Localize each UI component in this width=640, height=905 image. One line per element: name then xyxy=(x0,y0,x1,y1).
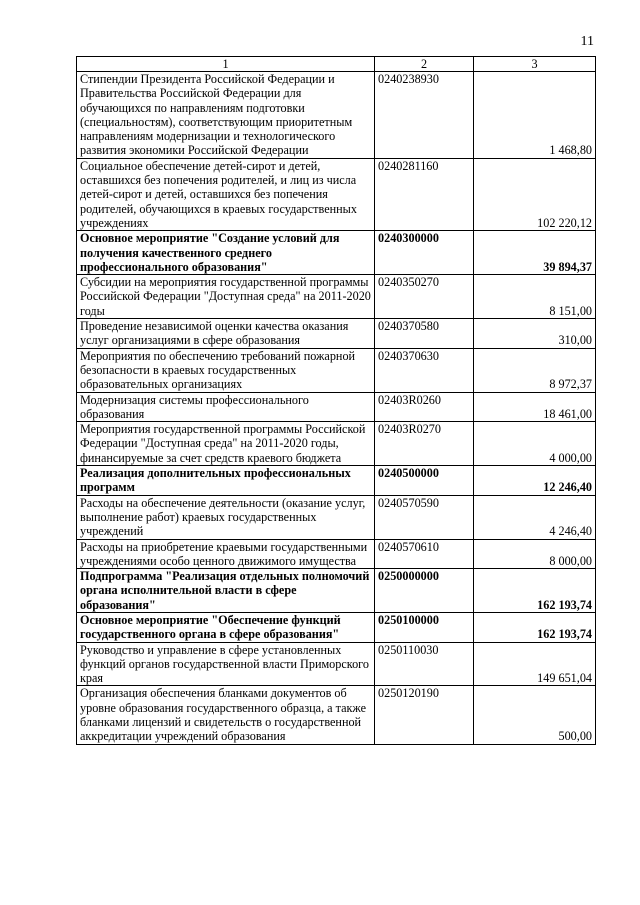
row-amount-cell: 4 000,00 xyxy=(474,422,596,466)
column-header-code: 2 xyxy=(375,57,474,72)
row-name-cell: Руководство и управление в сфере установленных функций органов государственной власти Приморского края xyxy=(77,642,375,686)
table-row xyxy=(77,466,596,496)
row-amount-cell: 162 193,74 xyxy=(474,612,596,642)
row-code-cell: 0240570610 xyxy=(375,539,474,569)
table-row xyxy=(77,392,596,422)
page-number: 11 xyxy=(580,34,594,49)
row-amount-cell: 8 000,00 xyxy=(474,539,596,569)
row-name-cell: Модернизация системы профессионального образования xyxy=(77,392,375,422)
column-header-name: 1 xyxy=(77,57,375,72)
table-row xyxy=(77,72,596,159)
table-row xyxy=(77,612,596,642)
row-code-cell: 0250110030 xyxy=(375,642,474,686)
row-code-cell: 0240281160 xyxy=(375,158,474,230)
row-name-cell: Мероприятия по обеспечению требований пожарной безопасности в краевых государственных образовательных организациях xyxy=(77,348,375,392)
row-amount-cell: 1 468,80 xyxy=(474,72,596,159)
row-code-cell: 0250000000 xyxy=(375,569,474,613)
column-header-amount: 3 xyxy=(474,57,596,72)
row-code-cell: 0240238930 xyxy=(375,72,474,159)
row-name-cell: Реализация дополнительных профессиональных программ xyxy=(77,466,375,496)
table-row xyxy=(77,231,596,275)
row-amount-cell: 8 972,37 xyxy=(474,348,596,392)
row-name-cell: Социальное обеспечение детей-сирот и детей, оставшихся без попечения родителей, и лиц из числа детей-сирот и детей, оставшихся без попечения родителей, обучающихся в краевых государственных учреждениях xyxy=(77,158,375,230)
table-row xyxy=(77,319,596,349)
row-name-cell: Основное мероприятие "Обеспечение функций государственного органа в сфере образования" xyxy=(77,612,375,642)
row-name-cell: Проведение независимой оценки качества оказания услуг организациями в сфере образования xyxy=(77,319,375,349)
row-code-cell: 0240370630 xyxy=(375,348,474,392)
row-name-cell: Мероприятия государственной программы Российской Федерации "Доступная среда" на 2011-2020 годы, финансируемые за счет средств краевого бюджета xyxy=(77,422,375,466)
row-code-cell: 02403R0270 xyxy=(375,422,474,466)
table-body xyxy=(77,72,596,745)
row-amount-cell: 12 246,40 xyxy=(474,466,596,496)
table-row xyxy=(77,158,596,230)
table-row xyxy=(77,686,596,744)
row-name-cell: Субсидии на мероприятия государственной программы Российской Федерации "Доступная среда" на 2011-2020 годы xyxy=(77,275,375,319)
budget-table xyxy=(76,56,596,745)
row-amount-cell: 500,00 xyxy=(474,686,596,744)
row-amount-cell: 39 894,37 xyxy=(474,231,596,275)
table-header-row xyxy=(77,57,596,72)
row-name-cell: Расходы на приобретение краевыми государственными учреждениями особо ценного движимого имущества xyxy=(77,539,375,569)
row-amount-cell: 162 193,74 xyxy=(474,569,596,613)
row-amount-cell: 4 246,40 xyxy=(474,495,596,539)
row-code-cell: 0240370580 xyxy=(375,319,474,349)
row-name-cell: Организация обеспечения бланками документов об уровне образования государственного образца, а также бланками лицензий и свидетельств о государственной аккредитации учреждений образования xyxy=(77,686,375,744)
row-name-cell: Подпрограмма "Реализация отдельных полномочий органа исполнительной власти в сфере образования" xyxy=(77,569,375,613)
row-code-cell: 0240350270 xyxy=(375,275,474,319)
row-code-cell: 0240300000 xyxy=(375,231,474,275)
table-row xyxy=(77,495,596,539)
row-code-cell: 0250100000 xyxy=(375,612,474,642)
table-row xyxy=(77,569,596,613)
table-row xyxy=(77,539,596,569)
row-amount-cell: 310,00 xyxy=(474,319,596,349)
table-row xyxy=(77,422,596,466)
row-amount-cell: 8 151,00 xyxy=(474,275,596,319)
table-row xyxy=(77,275,596,319)
row-code-cell: 0250120190 xyxy=(375,686,474,744)
table-row xyxy=(77,642,596,686)
row-name-cell: Стипендии Президента Российской Федерации и Правительства Российской Федерации для обучающихся по направлениям подготовки (специальностям), соответствующим приоритетным направлениям модернизации и технологического развития экономики Российской Федерации xyxy=(77,72,375,159)
row-name-cell: Основное мероприятие "Создание условий для получения качественного среднего профессионального образования" xyxy=(77,231,375,275)
row-name-cell: Расходы на обеспечение деятельности (оказание услуг, выполнение работ) краевых государственных учреждений xyxy=(77,495,375,539)
row-amount-cell: 18 461,00 xyxy=(474,392,596,422)
row-code-cell: 02403R0260 xyxy=(375,392,474,422)
row-code-cell: 0240500000 xyxy=(375,466,474,496)
table-row xyxy=(77,348,596,392)
row-amount-cell: 102 220,12 xyxy=(474,158,596,230)
row-code-cell: 0240570590 xyxy=(375,495,474,539)
row-amount-cell: 149 651,04 xyxy=(474,642,596,686)
